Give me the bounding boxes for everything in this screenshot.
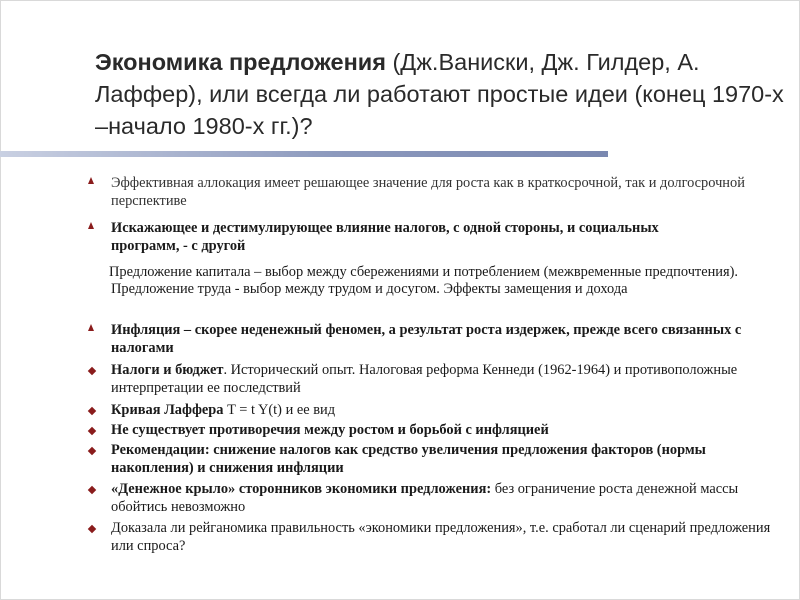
triangle-bullet-icon [88,324,94,331]
item-bold: Кривая Лаффера [111,402,224,418]
list-item [111,480,781,516]
list-item [111,361,771,397]
item-text: Предложение капитала – выбор между сбережениями и потреблением (межвременные предпочтения). Предложение труда - выбор между трудом и досугом. Эффекты замещения и дохода [109,264,739,297]
triangle-bullet-icon [88,177,94,184]
item-text: . Исторический опыт. Налоговая реформа Кеннеди (1962-1964) и противоположные интерпретации ее последствий [111,362,738,396]
list-item [111,174,781,210]
list-item [111,519,781,555]
slide-title [95,46,795,142]
item-bold: Рекомендации: снижение налогов как средство увеличения предложения факторов (нормы накопления) и снижения инфляции [111,442,706,476]
item-bold: Налоги и бюджет [111,362,224,378]
item-bold: Искажающее и дестимулирующее влияние налогов, с одной стороны, и социальных программ, - с другой [111,220,659,254]
item-text: Эффективная аллокация имеет решающее значение для роста как в краткосрочной, так и долгосрочной перспективе [111,175,745,209]
item-text: T = t Y(t) и ее вид [223,402,336,418]
list-item [111,321,771,357]
item-text: без ограничение роста денежной массы обойтись невозможно [111,481,739,515]
triangle-bullet-icon [88,222,94,229]
slide-title-rest: (Дж.Ваниски, Дж. Гилдер, А. Лаффер), или всегда ли работают простые идеи (конец 1970-х –начало 1980-х гг.)? [95,49,784,139]
list-item [111,401,771,419]
list-item [111,441,791,477]
item-bold: Не существует противоречия между ростом и борьбой с инфляцией [111,422,549,438]
list-item [111,421,771,439]
slide-title-bold: Экономика предложения [95,49,386,75]
item-text: Доказала ли рейганомика правильность «экономики предложения», т.е. сработал ли сценарий предложения или спроса? [111,520,771,554]
title-divider [0,151,608,157]
list-item [111,219,711,255]
item-bold: Инфляция – скорее неденежный феномен, а результат роста издержек, прежде всего связанных с налогами [111,322,742,356]
paragraph [111,264,771,298]
item-bold: «Денежное крыло» сторонников экономики предложения: [111,481,492,497]
